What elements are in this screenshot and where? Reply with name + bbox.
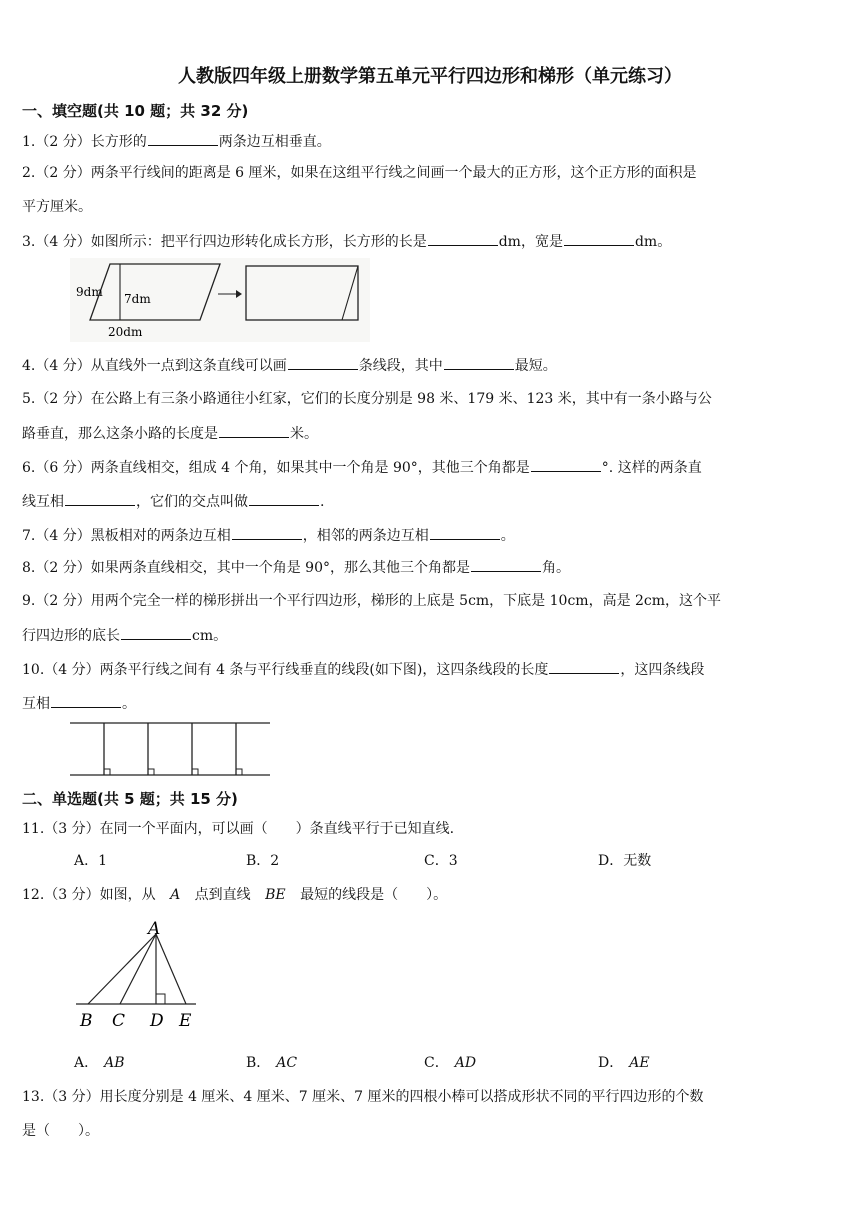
question-8: 8.（2 分）如果两条直线相交，其中一个角是 90°，那么其他三个角都是 角。 [22, 556, 570, 577]
question-11: 11.（3 分）在同一个平面内，可以画（ ）条直线平行于已知直线. [22, 821, 455, 837]
question-12: 12.（3 分）如图，从 A 点到直线 BE 最短的线段是（ ）。 [22, 887, 448, 903]
answer-blank[interactable] [428, 230, 498, 246]
question-5-line-1: 5.（2 分）在公路上有三条小路通往小红家，它们的长度分别是 98 米、179 米、123 米，其中有一条小路与公 [22, 391, 712, 407]
segment-ac [120, 934, 156, 1004]
answer-blank[interactable] [148, 130, 218, 146]
question-1: 1.（2 分）长方形的 两条边互相垂直。 [22, 130, 331, 151]
answer-blank[interactable] [564, 230, 634, 246]
section-fill-blank-heading: 一、填空题(共 10 题；共 32 分) [22, 102, 249, 120]
answer-blank[interactable] [219, 422, 289, 438]
side-label: 9dm [76, 285, 103, 299]
question-9-line-1: 9.（2 分）用两个完全一样的梯形拼出一个平行四边形，梯形的上底是 5cm，下底是 10cm，高是 2cm，这个平 [22, 593, 722, 609]
question-6-line-1: 6.（6 分）两条直线相交，组成 4 个角，如果其中一个角是 90°，其他三个角都是 °. 这样的两条直 [22, 456, 702, 477]
option-a[interactable]: A． AB [74, 1055, 125, 1071]
question-2-line-2: 平方厘米。 [22, 199, 92, 215]
option-a[interactable]: A．1 [74, 853, 108, 869]
option-b[interactable]: B．2 [246, 853, 280, 869]
option-d[interactable]: D． AE [598, 1055, 650, 1071]
option-d[interactable]: D．无数 [598, 853, 652, 869]
parallelogram-to-rectangle-figure [70, 258, 370, 342]
page-title: 人教版四年级上册数学第五单元平行四边形和梯形（单元练习） [178, 66, 682, 87]
option-c[interactable]: C．3 [424, 853, 458, 869]
option-b[interactable]: B． AC [246, 1055, 298, 1071]
question-10-line-2: 互相 。 [22, 692, 136, 713]
right-angle-icon [148, 769, 154, 775]
parallel-lines-perpendicular-figure [70, 718, 272, 780]
height-label: 7dm [124, 292, 151, 306]
question-6-line-2: 线互相 ，它们的交点叫做 . [22, 490, 324, 511]
answer-blank[interactable] [232, 524, 302, 540]
question-5-line-2: 路垂直，那么这条小路的长度是 米。 [22, 422, 318, 443]
question-9-line-2: 行四边形的底长 cm。 [22, 624, 227, 645]
answer-blank[interactable] [444, 354, 514, 370]
answer-blank[interactable] [531, 456, 601, 472]
answer-blank[interactable] [471, 556, 541, 572]
point-c-label: C [112, 1011, 126, 1031]
answer-blank[interactable] [249, 490, 319, 506]
point-b-label: B [80, 1011, 93, 1031]
question-10-line-1: 10.（4 分）两条平行线之间有 4 条与平行线垂直的线段(如下图)，这四条线段的长度 ，这四条线段 [22, 658, 704, 679]
question-4: 4.（4 分）从直线外一点到这条直线可以画 条线段，其中 最短。 [22, 354, 557, 375]
answer-blank[interactable] [65, 490, 135, 506]
right-angle-icon [104, 769, 110, 775]
question-3: 3.（4 分）如图所示：把平行四边形转化成长方形，长方形的长是 dm，宽是 dm。 [22, 230, 671, 251]
answer-blank[interactable] [288, 354, 358, 370]
answer-blank[interactable] [121, 624, 191, 640]
answer-blank[interactable] [51, 692, 121, 708]
right-angle-icon [192, 769, 198, 775]
right-angle-icon [156, 994, 165, 1004]
question-7: 7.（4 分）黑板相对的两条边互相 ，相邻的两条边互相 。 [22, 524, 515, 545]
segment-ab [88, 934, 156, 1004]
right-angle-icon [236, 769, 242, 775]
point-a-label: A [148, 919, 161, 939]
point-d-label: D [150, 1011, 164, 1031]
triangle-shortest-segment-figure [74, 918, 204, 1032]
answer-blank[interactable] [430, 524, 500, 540]
question-2-line-1: 2.（2 分）两条平行线间的距离是 6 厘米，如果在这组平行线之间画一个最大的正方形，这个正方形的面积是 [22, 165, 697, 181]
answer-blank[interactable] [549, 658, 619, 674]
point-e-label: E [179, 1011, 192, 1031]
base-label: 20dm [108, 325, 143, 339]
section-single-choice-heading: 二、单选题(共 5 题；共 15 分) [22, 790, 238, 808]
question-13-line-2: 是（ ）。 [22, 1123, 99, 1139]
question-13-line-1: 13.（3 分）用长度分别是 4 厘米、4 厘米、7 厘米、7 厘米的四根小棒可以搭成形状不同的平行四边形的个数 [22, 1089, 704, 1105]
option-c[interactable]: C． AD [424, 1055, 477, 1071]
